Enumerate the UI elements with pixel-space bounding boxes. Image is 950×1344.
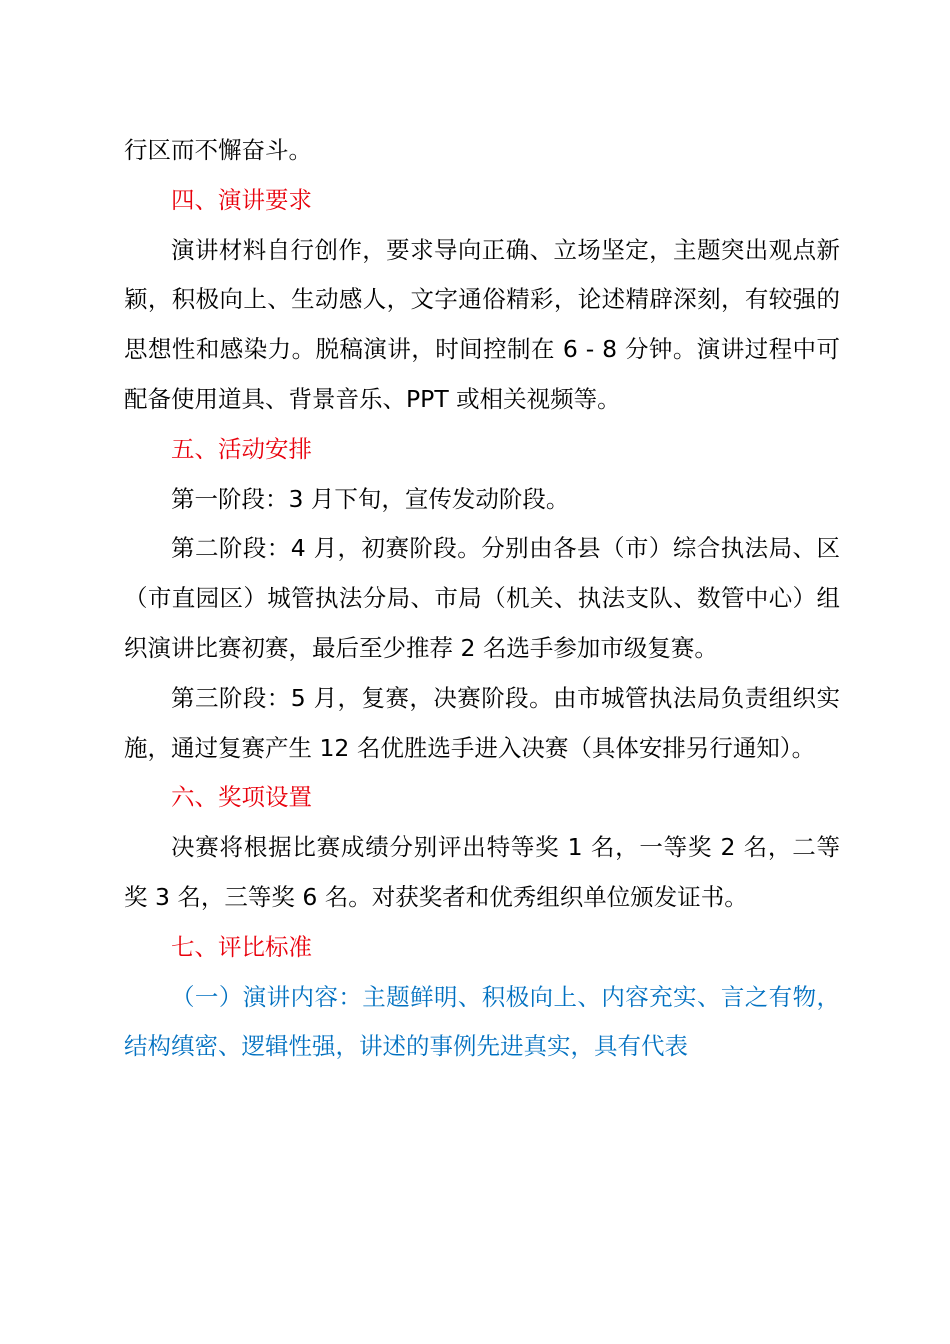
paragraph-awards: 决赛将根据比赛成绩分别评出特等奖 1 名，一等奖 2 名，二等奖 3 名，三等奖 6 名。对获奖者和优秀组织单位颁发证书。 (124, 833, 840, 911)
section-heading-speech-requirements: 四、演讲要求 (171, 185, 312, 214)
section-heading-activity-schedule: 五、活动安排 (171, 434, 312, 463)
paragraph-criteria-content: （一）演讲内容：主题鲜明、积极向上、内容充实、言之有物，结构缜密、逻辑性强，讲述的事例先进真实，具有代表 (124, 982, 840, 1061)
paragraph-continuation: 行区而不懈奋斗。 (124, 136, 312, 164)
paragraph-stage-one: 第一阶段：3 月下旬，宣传发动阶段。 (171, 484, 570, 513)
paragraph-speech-requirements: 演讲材料自行创作，要求导向正确、立场坚定，主题突出观点新颖，积极向上、生动感人，文字通俗精彩，论述精辟深刻，有较强的思想性和感染力。脱稿演讲，时间控制在 6 - 8 分钟。演讲过程中可配备使用道具、背景音乐、PPT 或相关视频等。 (124, 235, 840, 413)
document-body (124, 126, 840, 1072)
paragraph-stage-two: 第二阶段：4 月，初赛阶段。分别由各县（市）综合执法局、区（市直园区）城管执法分局、市局（机关、执法支队、数管中心）组织演讲比赛初赛，最后至少推荐 2 名选手参加市级复赛。 (124, 534, 840, 662)
section-heading-criteria: 七、评比标准 (171, 932, 312, 961)
section-heading-awards: 六、奖项设置 (171, 783, 312, 812)
paragraph-stage-three: 第三阶段：5 月，复赛，决赛阶段。由市城管执法局负责组织实施，通过复赛产生 12 名优胜选手进入决赛（具体安排另行通知）。 (124, 683, 840, 762)
